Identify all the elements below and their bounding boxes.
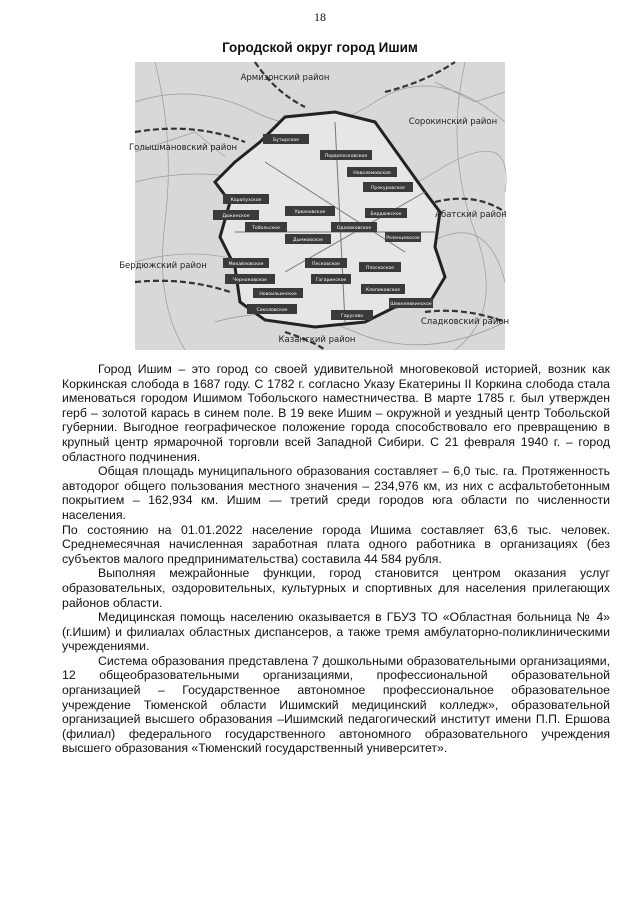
map-street-label: Одоевковское [336,226,372,231]
map-street-label: Бердюжское [370,212,402,217]
map-street-label: Михайловское [228,262,264,267]
paragraph-area: Общая площадь муниципального образования составляет – 6,0 тыс. га. Протяженность автодорог общего пользования местного значения – 234,976 км, из них с асфальтобетонным покрытием – 162,934 км. Ишим — третий среди городов юга области по численности населения. [62,464,610,522]
map-street-label: Карапузское [230,198,262,203]
page-title: Городской округ город Ишим [222,40,418,55]
map-street-label: Черноковское [233,278,267,283]
district-label: Бердюжский район [119,261,207,271]
map-street-label: Соколовское [256,308,288,313]
paragraph-education: Система образования представлена 7 дошкольными образовательными организациями, 12 общеобразовательными организациями, профессиональной образовательной организацией – Государственное автономное профессиональное образовательное учреждение Тюменской области Ишимский медицинский колледж», образовательной организацией высшего образования –Ишимский педагогический институт имени П.П. Ершова (филиал) федерального государственного автономного образовательного учреждения высшего образования «Тюменский государственный университет». [62,653,610,756]
page-number: 18 [314,10,326,24]
district-label: Армизонский район [240,73,330,83]
paragraph-functions: Выполняя межрайонные функции, город становится центром оказания услуг образовательных, оздоровительных, культурных и спортивных для населения прилегающих районов области. [62,566,610,610]
map-street-label: Клепиковское [365,288,401,293]
district-map [119,62,510,350]
map-street-label: Дымковское [293,238,323,243]
map-street-label: Песковское [311,262,341,267]
map-street-label: Новоломовская [353,171,391,176]
paragraph-history: Город Ишим – это город со своей удивительной многовековой историей, возник как Коркинская слобода в 1687 году. С 1782 г. согласно Указу Екатерины II Коркина слобода стала именоваться городом Ишимом Тобольского наместничества. В марте 1785 г. был утвержден герб – золотой карась в синем поле. В 19 веке Ишим – окружной и уездный центр Тобольской губернии. Выгодное географическое положение города способствовало его превращению в крупный центр ярмарочной торговли всей Западной Сибири. С 21 февраля 1940 г. – город областного подчинения. [62,362,610,464]
district-label: Сорокинский район [408,117,498,127]
map-street-label: Урвановское [294,210,326,215]
map-street-label: Дюкинское [222,214,250,219]
map-street-label: Первопесковское [324,154,368,159]
map-street-label: Прокуровское [370,186,406,191]
map-street-label: Плоскоское [365,266,395,271]
map-street-label: Гарусово [340,314,364,319]
map-street-label: Тобольское [252,226,280,231]
map-street-label: Шевелевкинское [390,302,432,307]
map-street-label: Розенцевское [386,236,420,241]
map-street-label: Гагаринское [315,278,347,283]
paragraph-medicine: Медицинская помощь населению оказывается в ГБУЗ ТО «Областная больница № 4» (г.Ишим) и филиалах областных диспансеров, а также тремя амбулаторно-поликлиническими учреждениями. [62,610,610,654]
body-text [62,362,610,756]
map-street-label: Бутырское [272,138,300,143]
district-label: Абатский район [435,210,507,220]
district-label: Сладковский район [420,317,510,327]
paragraph-population: По состоянию на 01.01.2022 население города Ишима составляет 63,6 тыс. человек. Среднемесячная начисленная заработная плата одного работника в организациях (без субъектов малого предпринимательства) составила 44 584 рубля. [62,522,610,566]
map-street-label: Новоильинское [259,292,297,297]
district-label: Казанский район [278,335,356,345]
district-label: Голышмановский район [128,143,238,153]
